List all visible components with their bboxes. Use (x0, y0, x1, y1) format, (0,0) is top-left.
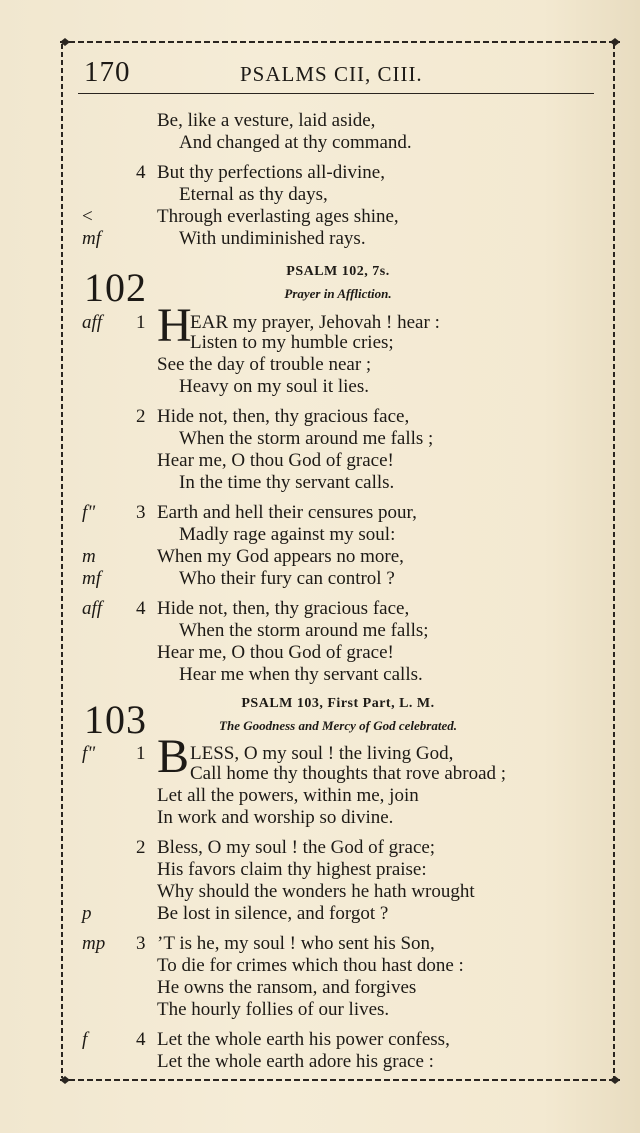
psalm-subtitle: The Goodness and Mercy of God celebrated. (219, 718, 457, 733)
verse-number: 3 (136, 502, 146, 523)
page-header (78, 56, 594, 96)
dynamic-mark: p (82, 903, 92, 924)
verse-line: Why should the wonders he hath wrought (157, 881, 475, 902)
verse-line: When the storm around me falls; (179, 620, 429, 641)
verse-number: 2 (136, 406, 146, 427)
dynamic-mark: mp (82, 933, 106, 954)
drop-cap: B (157, 730, 190, 783)
dynamic-mark: mf (82, 228, 101, 249)
verse-number: 1 (136, 743, 146, 764)
verse-line: Hear me, O thou God of grace! (157, 450, 394, 471)
dynamic-mark: aff (82, 312, 103, 333)
dynamic-mark: m (82, 546, 96, 567)
verse-line: Earth and hell their censures pour, (157, 502, 417, 523)
verse-line: Who their fury can control ? (179, 568, 395, 589)
verse-line: Madly rage against my soul: (179, 524, 396, 545)
verse-line: Let all the powers, within me, join (157, 785, 419, 806)
verse-line: See the day of trouble near ; (157, 354, 372, 375)
dynamic-mark: < (82, 206, 93, 227)
verse-line: Hide not, then, thy gracious face, (157, 598, 410, 619)
dynamic-mark: f" (82, 743, 96, 764)
verse-line: He owns the ransom, and forgives (157, 977, 417, 998)
decorative-border-left (60, 44, 64, 1078)
verse-line: In work and worship so divine. (157, 807, 394, 828)
verse-line: Call home thy thoughts that rove abroad ; (190, 763, 507, 784)
page-number: 170 (84, 56, 131, 88)
psalm-number: 103 (84, 697, 147, 742)
verse-line: To die for crimes which thou hast done : (157, 955, 464, 976)
verse-line: Be lost in silence, and forgot ? (157, 903, 389, 924)
decorative-border-bottom (60, 1076, 620, 1084)
verse-number: 4 (136, 1029, 146, 1050)
verse-line: And changed at thy command. (179, 132, 412, 153)
verse-number: 1 (136, 312, 146, 333)
verse-line: His favors claim thy highest praise: (157, 859, 427, 880)
dynamic-mark: mf (82, 568, 101, 589)
verse-line: Let the whole earth adore his grace : (157, 1051, 434, 1072)
psalm-number: 102 (84, 265, 147, 310)
verse-number: 4 (136, 598, 146, 619)
decorative-border-top (60, 38, 620, 46)
verse-line: Hide not, then, thy gracious face, (157, 406, 410, 427)
verse-line: Let the whole earth his power confess, (157, 1029, 450, 1050)
verse-line: In the time thy servant calls. (179, 472, 395, 493)
verse-line: When my God appears no more, (157, 546, 404, 567)
drop-cap: H (157, 299, 192, 352)
verse-number: 4 (136, 162, 146, 183)
verse-line: Hear me, O thou God of grace! (157, 642, 394, 663)
dynamic-mark: f" (82, 502, 96, 523)
verse-line: LESS, O my soul ! the living God, (190, 743, 454, 764)
verse-line: When the storm around me falls ; (179, 428, 434, 449)
verse-line: With undiminished rays. (179, 228, 366, 249)
verse-number: 2 (136, 837, 146, 858)
verse-line: Be, like a vesture, laid aside, (157, 110, 376, 131)
verse-line: Eternal as thy days, (179, 184, 328, 205)
verse-line: Hear me when thy servant calls. (179, 664, 423, 685)
verse-line: Through everlasting ages shine, (157, 206, 399, 227)
verse-line: Heavy on my soul it lies. (179, 376, 369, 397)
verse-line: But thy perfections all-divine, (157, 162, 385, 183)
psalm-subtitle: Prayer in Affliction. (284, 286, 392, 301)
verse-number: 3 (136, 933, 146, 954)
dynamic-mark: aff (82, 598, 103, 619)
decorative-border-right (612, 44, 616, 1078)
verse-line: Listen to my humble cries; (190, 332, 394, 353)
verse-line: The hourly follies of our lives. (157, 999, 390, 1020)
psalm-title: PSALM 103, First Part, L. M. (241, 696, 435, 711)
verse-line: Bless, O my soul ! the God of grace; (157, 837, 436, 858)
verse-line: EAR my prayer, Jehovah ! hear : (190, 312, 440, 333)
psalm-title: PSALM 102, 7s. (286, 264, 390, 279)
header-rule (78, 93, 594, 94)
verse-line: ’T is he, my soul ! who sent his Son, (157, 933, 435, 954)
running-title: PSALMS CII, CIII. (240, 62, 423, 86)
dynamic-mark: f (82, 1029, 88, 1050)
